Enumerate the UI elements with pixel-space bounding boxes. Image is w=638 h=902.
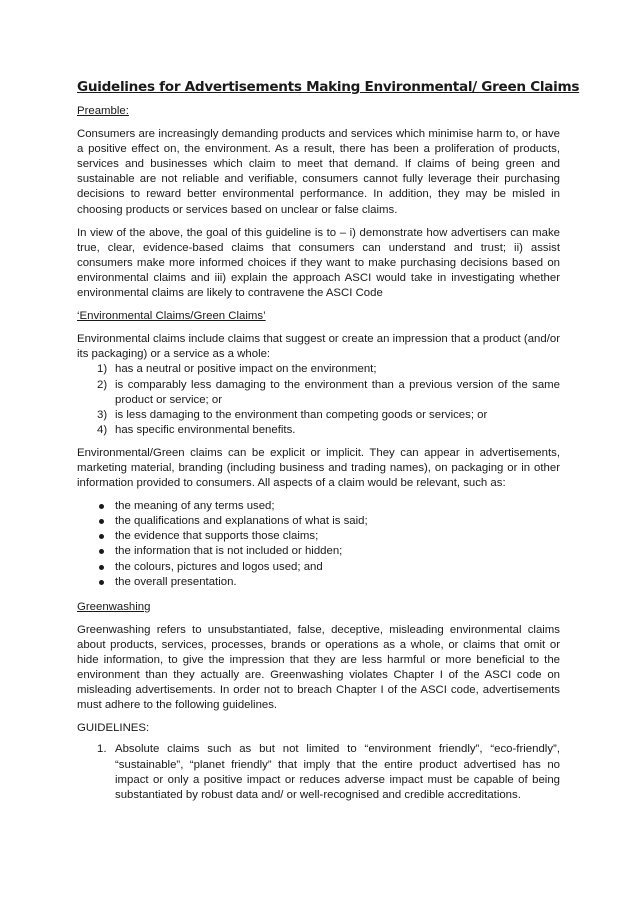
preamble-heading: Preamble:: [77, 105, 129, 117]
list-item: [77, 742, 560, 802]
bullet-icon: [99, 565, 104, 570]
preamble-paragraph-2: In view of the above, the goal of this guideline is to – i) demonstrate how advertisers can make true, clear, evidence-based claims that consumers can understand and trust; ii) assist consumers make more informed choices if they want to make purchasing decisions based on environmental claims and iii) explain the approach ASCI would take in investigating whether environmental claims are likely to contravene the ASCI Code: [77, 226, 560, 300]
list-item-number: 2): [97, 378, 108, 391]
guidelines-heading: GUIDELINES:: [77, 722, 150, 735]
bullet-text: the colours, pictures and logos used; and: [115, 560, 323, 573]
list-item-text: has a neutral or positive impact on the environment;: [115, 363, 377, 376]
bullet-text: the overall presentation.: [115, 575, 237, 588]
bullet-item: [77, 529, 560, 544]
bullet-icon: [99, 549, 104, 554]
list-item-text: Absolute claims such as but not limited to “environment friendly”, “eco-friendly”, “sustainable”, “planet friendly” that imply that the entire product advertised has no impact or only a positive impact or reduces adverse impact must be capable of being substantiated by robust data and/ or well-recognised and credible accreditations.: [115, 743, 560, 801]
guidelines-list: [77, 742, 560, 802]
page-content: [77, 78, 580, 803]
list-item-number: 1): [97, 363, 108, 376]
bullet-item: [77, 514, 560, 529]
list-item-text: is less damaging to the environment than competing goods or services; or: [115, 408, 488, 421]
bullet-icon: [99, 519, 104, 524]
list-item-number: 4): [97, 423, 108, 436]
greenwashing-heading: Greenwashing: [77, 600, 151, 613]
list-item: [77, 423, 560, 438]
bullet-item: [77, 544, 560, 559]
list-item: [77, 408, 560, 423]
bullet-icon: [99, 580, 104, 585]
bullet-text: the qualifications and explanations of what is said;: [115, 515, 368, 528]
greenwashing-paragraph: Greenwashing refers to unsubstantiated, false, deceptive, misleading environmental claims about products, services, processes, brands or operations as a whole, or claims that omit or hide information, to give the impression that they are less harmful or more beneficial to the environment than they actually are. Greenwashing violates Chapter I of the ASCI code on misleading advertisements. In order not to breach Chapter I of the ASCI code, advertisements must adhere to the following guidelines.: [77, 623, 560, 712]
preamble-paragraph-1: Consumers are increasingly demanding products and services which minimise harm to, or have a positive effect on, the environment. As a result, there has been a proliferation of products, services and businesses which claim to meet that demand. If claims of being green and sustainable are not reliable and verifiable, consumers cannot fully leverage their purchasing decisions to reward better environmental performance. In addition, they may be misled in choosing products or services based on unclear or false claims.: [77, 128, 560, 216]
bullet-text: the information that is not included or hidden;: [115, 545, 343, 558]
environmental-claims-explanation: Environmental/Green claims can be explicit or implicit. They can appear in advertisements, marketing material, branding (including business and trading names), on packaging or in other information provided to consumers. All aspects of a claim would be relevant, such as:: [77, 446, 560, 490]
claims-list: [77, 362, 560, 437]
bullet-text: the meaning of any terms used;: [115, 500, 275, 513]
list-item-number: 1.: [97, 743, 107, 756]
bullet-text: the evidence that supports those claims;: [115, 530, 319, 543]
list-item: [77, 378, 560, 408]
list-item-text: has specific environmental benefits.: [115, 423, 296, 436]
bullet-icon: [99, 504, 104, 509]
document-title: Guidelines for Advertisements Making Environmental/ Green Claims: [77, 79, 580, 95]
list-item-number: 3): [97, 408, 108, 421]
list-item-text: is comparably less damaging to the environment than a previous version of the same product or service; or: [115, 378, 560, 406]
bullet-icon: [99, 534, 104, 539]
list-item: [77, 362, 560, 377]
claim-aspects-list: [77, 499, 560, 590]
bullet-item: [77, 499, 560, 514]
environmental-claims-heading: ‘Environmental Claims/Green Claims’: [77, 310, 266, 323]
bullet-item: [77, 560, 560, 575]
environmental-claims-intro: Environmental claims include claims that suggest or create an impression that a product (and/or its packaging) or a service as a whole:: [77, 333, 560, 361]
bullet-item: [77, 575, 560, 590]
